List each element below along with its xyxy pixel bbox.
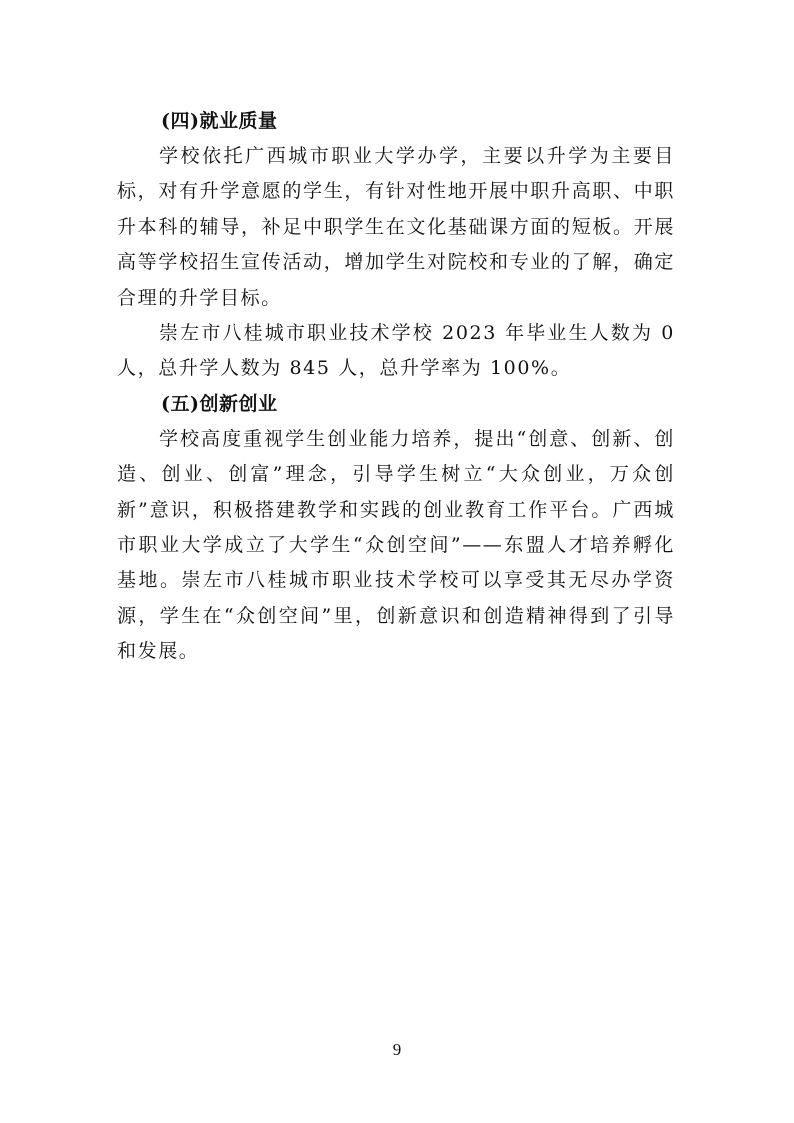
section-heading-employment-quality: (四)就业质量 [161, 110, 278, 132]
paragraph-employment-approach: 学校依托广西城市职业大学办学，主要以升学为主要目标，对有升学意愿的学生，有针对性地开展中职升高职、中职升本科的辅导，补足中职学生在文化基础课方面的短板。开展高等学校招生宣传活动，增加学生对院校和专业的了解，确定合理的升学目标。 [117, 145, 675, 309]
page-content [117, 104, 675, 670]
paragraph-innovation-entrepreneurship: 学校高度重视学生创业能力培养，提出“创意、创新、创造、创业、创富”理念，引导学生树立“大众创业，万众创新”意识，积极搭建教学和实践的创业教育工作平台。广西城市职业大学成立了大学生“众创空间”——东盟人才培养孵化基地。崇左市八桂城市职业技术学校可以享受其无尽办学资源，学生在“众创空间”里，创新意识和创造精神得到了引导和发展。 [117, 427, 675, 663]
section-heading-innovation-entrepreneurship: (五)创新创业 [161, 392, 278, 415]
page-number: 9 [392, 1040, 402, 1059]
paragraph-graduate-statistics: 崇左市八桂城市职业技术学校 2023 年毕业生人数为 0人，总升学人数为 845 人，总升学率为 100%。 [117, 322, 675, 380]
